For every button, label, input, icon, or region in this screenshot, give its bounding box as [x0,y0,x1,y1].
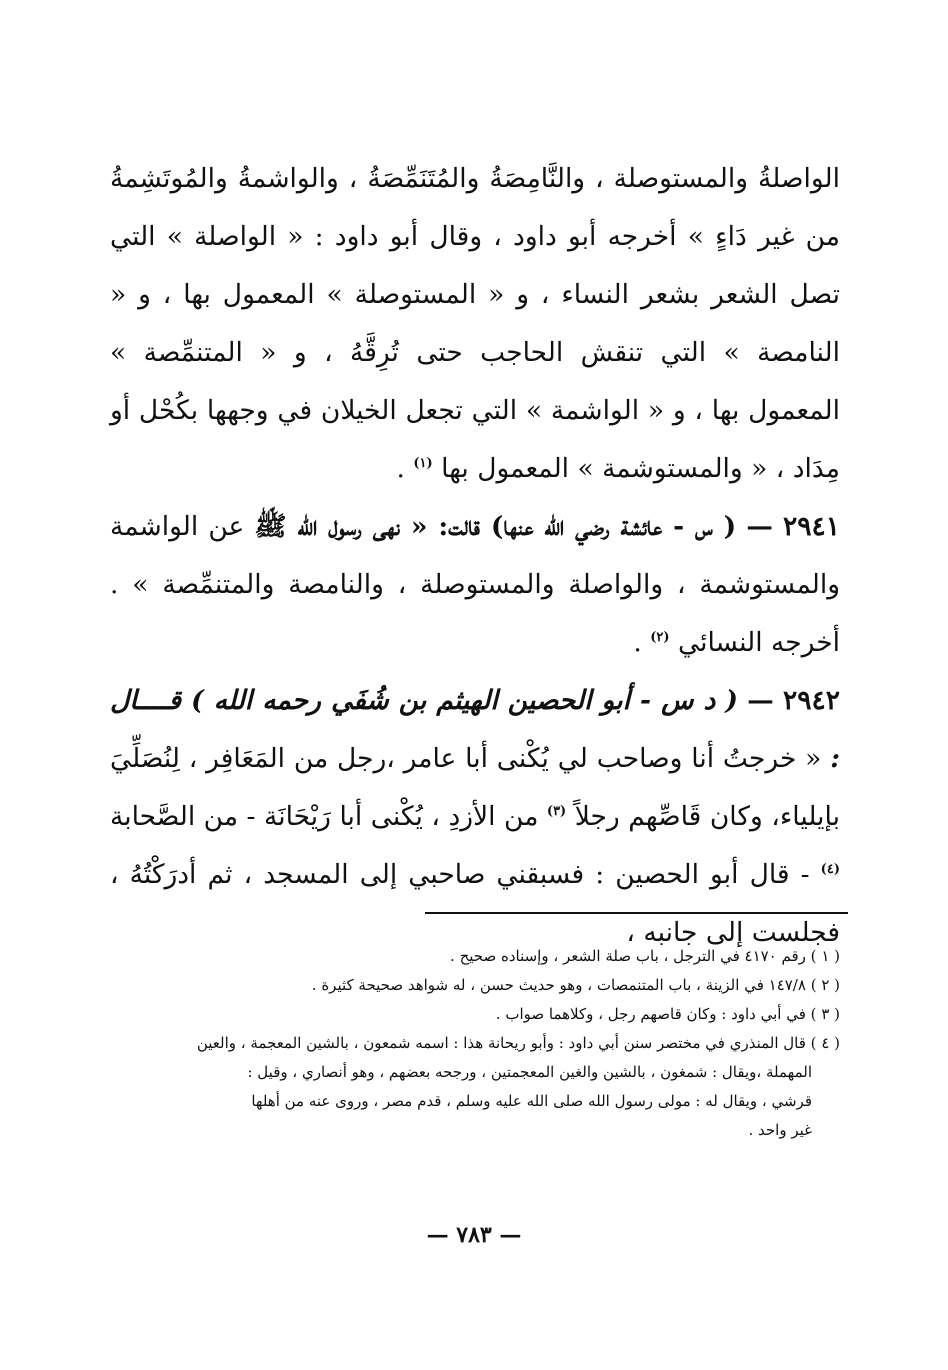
text-line: « خرجتُ أنا وصاحب لي يُكْنى أبا عامر ،رجل من المَعَافِر ، لِنُصَلِّيَ بإيلياء، [110,743,840,832]
footnote-4-continued: غير واحد . [748,1121,812,1139]
hadith-text: عن الواشمة والمستوشمة ، والواصلة والمستوصلة ، والنامصة والمتنمِّصة » . [110,511,840,600]
text-line: أبو الحصين : فسبقني صاحبي إلى المسجد ، ثم أدرَكْتُهُ ، فجلست إلى جانبه ، [110,859,840,948]
paragraph-continuation [110,150,840,498]
punctuation: . [396,453,405,484]
text-line: وكان قَاصِّهم رجلاً [574,801,763,832]
hadith-2941 [110,498,840,672]
text-line: - قال [749,859,810,890]
hadith-heading: ( س - عائشة رضي الله عنها) قالت: « نهى رسول الله ﷺ [254,511,737,542]
footnote-2: ( ٢ ) ١٤٧/٨ في الزينة ، باب المتنمصات ، وهو حديث حسن ، له شواهد صحيحة كثيرة . [311,976,840,994]
footnotes [110,942,840,1145]
text-line: دَاءٍ » أخرجه أبو داود ، وقال أبو داود : « الواصلة » التي تصل الشعر بشعر [110,221,840,310]
footnote-marker: (٣) [546,804,567,820]
hadith-dash: — [746,511,773,542]
punctuation: . [633,627,642,658]
text-line: الواصلةُ والمستوصلة ، والنَّامِصَةُ والمُتَنَمِّصَةُ ، والواشمةُ والمُوتَشِمةُ من غير [110,163,840,252]
footnote-1: ( ١ ) رقم ٤١٧٠ في الترجل ، باب صلة الشعر ، وإسناده صحيح . [450,947,840,965]
hadith-number: ٢٩٤٢ [783,685,840,716]
footnote-4: ( ٤ ) قال المنذري في مختصر سنن أبي داود : وأبو ريحانة هذا : اسمه شمعون ، بالشين المعجمة ، والعين [196,1034,840,1052]
text-line: النساء ، و « المستوصلة » المعمول بها ، و « النامصة » التي تنقش الحاجب حتى [110,279,840,368]
hadith-heading: ( د س - أبو الحصين الهيثم بن شُفَي رحمه الله ) قــــال : [110,685,840,774]
text-line: تُرِقَّهُ ، و « المتنمِّصة » المعمول بها ، و « الواشمة » التي تجعل الخيلان في وجهها [110,337,840,426]
main-text [110,150,840,962]
footnote-marker: (٤) [820,862,840,878]
footnote-4-continued: المهملة ،ويقال : شمغون ، بالشين والغين المعجمتين ، ورجحه بعضهم ، وهو أنصاري ، وقيل : [247,1063,812,1081]
footnote-marker: (٢) [650,630,670,646]
footnote-3: ( ٣ ) في أبي داود : وكان قاصهم رجل ، وكلاهما صواب . [495,1005,840,1023]
footnote-marker: (١) [413,456,433,472]
page-number: — ٧٨٣ — [426,1222,522,1248]
footnote-divider [425,912,848,914]
text-line: بكُحْل أو مِدَاد ، « والمستوشمة » المعمول بها [110,395,840,484]
hadith-dash: — [747,685,774,716]
text-line: من الأزدِ ، يُكْنى أبا رَيْحَانَة - من الصَّحابة [110,801,539,832]
hadith-source: أخرجه النسائي [678,627,840,658]
footnote-4-continued: قرشي ، ويقال له : مولى رسول الله صلى الله عليه وسلم ، قدم مصر ، وروى عنه من أهلها [251,1092,812,1110]
hadith-2942 [110,672,840,962]
hadith-number: ٢٩٤١ [783,511,840,542]
